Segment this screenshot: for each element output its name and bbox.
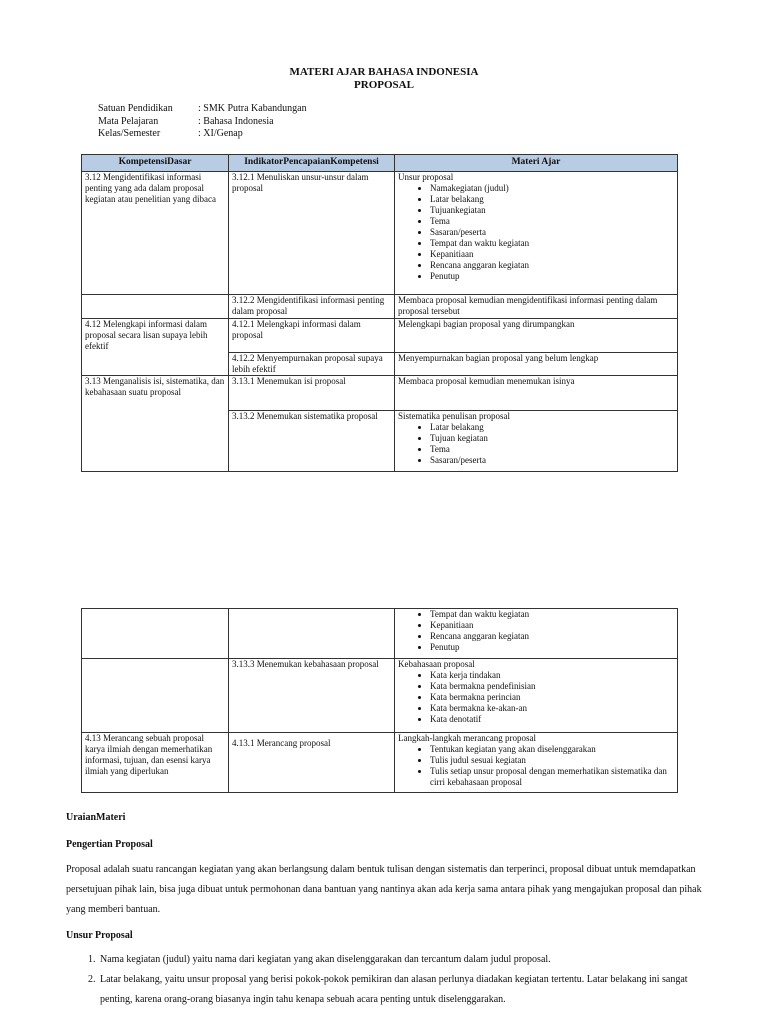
kd-cell: 3.12 Mengidentifikasi informasi penting yang ada dalam proposal kegiatan atau penelitian yang dibaca: [82, 172, 229, 295]
list-item: • Tentukan kegiatan yang akan diselenggarakan: [430, 744, 674, 755]
list-item: • Tulis setiap unsur proposal dengan memerhatikan sistematika dan cirri kebahasaan proposal: [430, 766, 674, 788]
list-item: • Tema: [430, 444, 674, 455]
list-item: • Kata denotatif: [430, 714, 674, 725]
list-item: • Kata kerja tindakan: [430, 670, 674, 681]
competency-table-continued: [81, 608, 678, 793]
kd-cell: 3.13 Menganalisis isi, sistematika, dan kebahasaan suatu proposal: [82, 376, 229, 472]
list-item: 1. Nama kegiatan (judul) yaitu nama dari kegiatan yang akan diselenggarakan dan tercantum dalam judul proposal.: [98, 950, 706, 970]
material-cell: Kebahasaan proposal • Kata kerja tindakan • Kata bermakna pendefinisian • Kata bermakna perincian • Kata bermakna ke-akan-an • Kata denotatif: [395, 659, 678, 733]
list-item: • Latar belakang: [430, 422, 674, 433]
header-materi: Materi Ajar: [395, 155, 678, 172]
list-item: • Tujuan kegiatan: [430, 433, 674, 444]
list-item: • Tujuankegiatan: [430, 205, 674, 216]
identity-block: [98, 103, 307, 141]
material-list: [398, 183, 674, 282]
kd-cell: [82, 659, 229, 733]
material-cell: [395, 609, 678, 659]
document-subtitle: PROPOSAL: [354, 79, 414, 91]
indicator-cell: 3.12.2 Mengidentifikasi informasi penting dalam proposal: [229, 295, 395, 319]
material-cell: Menyempurnakan bagian proposal yang belum lengkap: [395, 353, 678, 376]
indicator-cell: 3.12.1 Menuliskan unsur-unsur dalam proposal: [229, 172, 395, 295]
list-item: • Tulis judul sesuai kegiatan: [430, 755, 674, 766]
table-row: [82, 319, 678, 353]
list-item: • Tema: [430, 216, 674, 227]
table-row: [82, 295, 678, 319]
indicator-cell: 4.12.1 Melengkapi informasi dalam proposal: [229, 319, 395, 353]
material-cell: Melengkapi bagian proposal yang dirumpangkan: [395, 319, 678, 353]
header-indikator: IndikatorPencapaianKompetensi: [229, 155, 395, 172]
material-list: [398, 422, 674, 466]
indicator-cell: [229, 609, 395, 659]
material-cell: Langkah-langkah merancang proposal • Tentukan kegiatan yang akan diselenggarakan • Tulis judul sesuai kegiatan • Tulis setiap unsur proposal dengan memerhatikan sistematika dan cirri kebahasaan proposal: [395, 733, 678, 793]
competency-table: [81, 154, 678, 472]
unsur-list: [66, 950, 706, 1010]
list-item: • Sasaran/peserta: [430, 227, 674, 238]
list-item: • Latar belakang: [430, 194, 674, 205]
list-item: • Tempat dan waktu kegiatan: [430, 238, 674, 249]
material-list: [398, 670, 674, 725]
indicator-cell: 4.12.2 Menyempurnakan proposal supaya lebih efektif: [229, 353, 395, 376]
kd-cell: 4.13 Merancang sebuah proposal karya ilmiah dengan memerhatikan informasi, tujuan, dan esensi karya ilmiah yang diperlukan: [82, 733, 229, 793]
list-item: • Rencana anggaran kegiatan: [430, 631, 674, 642]
table-row: [82, 172, 678, 295]
unsur-list-container: [66, 950, 706, 1010]
list-item: • Namakegiatan (judul): [430, 183, 674, 194]
material-cell: Sistematika penulisan proposal • Latar belakang • Tujuan kegiatan • Tema • Sasaran/peserta: [395, 411, 678, 472]
indicator-cell: 4.13.1 Merancang proposal: [229, 733, 395, 793]
list-item: • Rencana anggaran kegiatan: [430, 260, 674, 271]
list-item: • Tempat dan waktu kegiatan: [430, 609, 674, 620]
list-item: • Kata bermakna ke-akan-an: [430, 703, 674, 714]
material-cell: Membaca proposal kemudian mengidentifikasi informasi penting dalam proposal tersebut: [395, 295, 678, 319]
kd-cell: 4.12 Melengkapi informasi dalam proposal secara lisan supaya lebih efektif: [82, 319, 229, 376]
section-heading-uraian: UraianMateri: [66, 812, 126, 823]
list-item: • Kata bermakna pendefinisian: [430, 681, 674, 692]
list-item: • Kepanitiaan: [430, 249, 674, 260]
indicator-cell: 3.13.2 Menemukan sistematika proposal: [229, 411, 395, 472]
pengertian-paragraph: Proposal adalah suatu rancangan kegiatan yang akan berlangsung dalam bentuk tulisan dengan sistematis dan terperinci, proposal dibuat untuk memdapatkan persetujuan pihak lain, bisa juga dibuat untuk permohonan dana bantuan yang nantinya akan ada kerja sama antara pihak yang mengajukan proposal dan pihak yang memberi bantuan.: [66, 864, 702, 915]
document-title: MATERI AJAR BAHASA INDONESIA: [289, 66, 479, 78]
meta-row: Mata Pelajaran : Bahasa Indonesia: [98, 115, 274, 127]
list-item: • Penutup: [430, 642, 674, 653]
list-item: • Sasaran/peserta: [430, 455, 674, 466]
kd-cell: [82, 295, 229, 319]
material-cell: Unsur proposal • Namakegiatan (judul) • Latar belakang • Tujuankegiatan • Tema • Sasaran/peserta • Tempat dan waktu kegiatan • Kepanitiaan • Rencana anggaran kegiatan • Penutup: [395, 172, 678, 295]
list-item: • Kepanitiaan: [430, 620, 674, 631]
section-heading-unsur: Unsur Proposal: [66, 930, 133, 941]
table-row: [82, 659, 678, 733]
indicator-cell: 3.13.1 Menemukan isi proposal: [229, 376, 395, 411]
material-cell: Membaca proposal kemudian menemukan isinya: [395, 376, 678, 411]
indicator-cell: 3.13.3 Menemukan kebahasaan proposal: [229, 659, 395, 733]
material-list: [398, 744, 674, 788]
table-header-row: [82, 155, 678, 172]
kd-cell: [82, 609, 229, 659]
table-row: [82, 376, 678, 411]
list-item: • Kata bermakna perincian: [430, 692, 674, 703]
list-item: • Penutup: [430, 271, 674, 282]
table-row: [82, 609, 678, 659]
header-kompetensi: KompetensiDasar: [82, 155, 229, 172]
table-row: [82, 733, 678, 793]
section-heading-pengertian: Pengertian Proposal: [66, 839, 153, 850]
material-list: [398, 609, 674, 653]
list-item: 2. Latar belakang, yaitu unsur proposal yang berisi pokok-pokok pemikiran dan alasan perlunya diadakan kegiatan tertentu. Latar belakang ini sangat penting, karena orang-orang biasanya ingin tahu kenapa sebuah acara penting untuk diselenggarakan.: [98, 970, 706, 1010]
meta-row: Satuan Pendidikan : SMK Putra Kabandungan: [98, 103, 307, 114]
meta-row: Kelas/Semester : XI/Genap: [98, 128, 243, 140]
